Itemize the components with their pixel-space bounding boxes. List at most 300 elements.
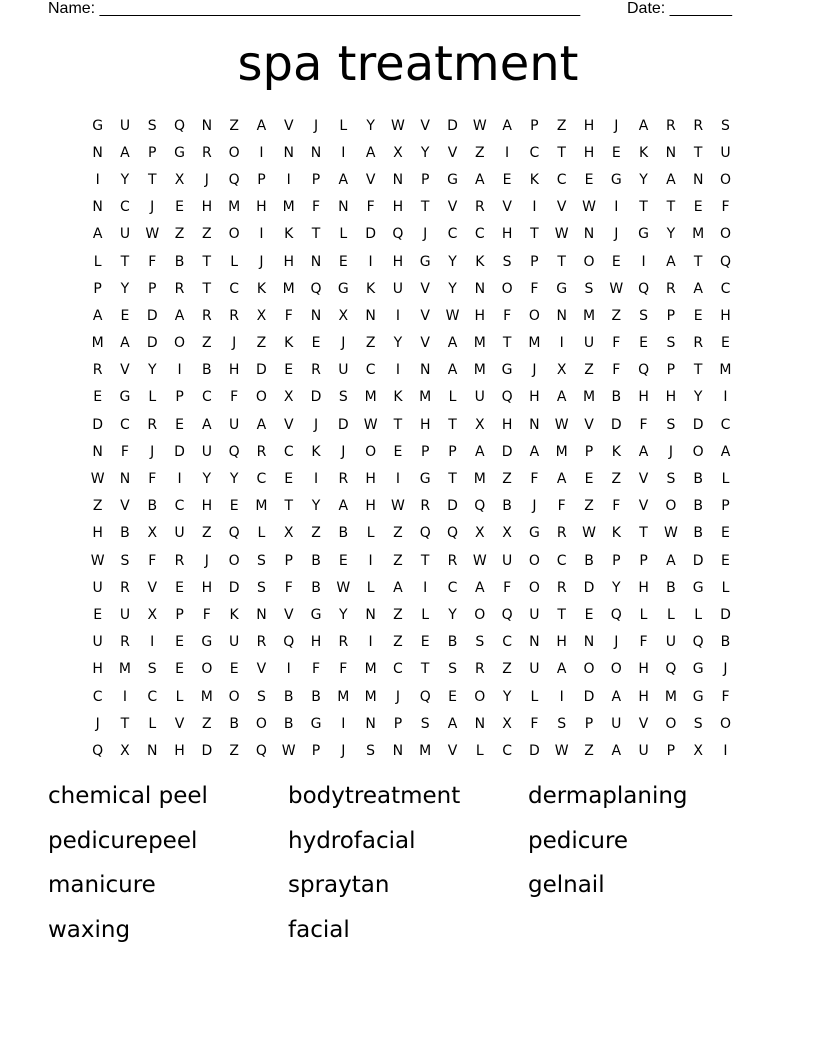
grid-letter: E (611, 253, 621, 270)
grid-letter: O (528, 579, 540, 596)
grid-letter: V (447, 144, 458, 161)
grid-letter: M (282, 280, 295, 297)
grid-letter: A (475, 579, 485, 596)
grid-letter: C (447, 579, 458, 596)
grid-letter: S (721, 117, 730, 134)
grid-letter: M (664, 688, 677, 705)
grid-letter: P (284, 552, 293, 569)
grid-letter: M (582, 307, 596, 324)
grid-letter: F (557, 498, 566, 515)
grid-letter: O (255, 715, 267, 732)
grid-letter: T (393, 416, 403, 433)
grid-letter: H (365, 498, 376, 515)
grid-letter: Y (666, 226, 676, 243)
grid-letter: I (341, 715, 346, 732)
grid-letter: H (529, 389, 540, 406)
grid-letter: W (445, 307, 460, 324)
grid-letter: Z (393, 606, 403, 623)
grid-letter: N (665, 144, 677, 161)
grid-letter: I (395, 307, 400, 324)
grid-letter: T (557, 253, 566, 270)
grid-letter: B (174, 253, 185, 270)
grid-letter: S (666, 416, 676, 433)
grid-letter: V (447, 199, 458, 216)
grid-letter: J (150, 443, 155, 460)
word-list-item: dermaplaning (528, 783, 688, 809)
grid-letter: E (338, 552, 348, 569)
grid-letter: M (228, 199, 241, 216)
grid-letter: R (693, 335, 704, 352)
grid-letter: M (528, 335, 541, 352)
grid-letter: A (92, 226, 103, 243)
grid-letter: N (310, 307, 322, 324)
grid-letter: B (666, 579, 676, 596)
grid-letter: A (666, 253, 676, 270)
grid-letter: R (420, 498, 431, 515)
grid-letter: C (556, 552, 567, 569)
grid-letter: Z (393, 552, 403, 569)
grid-letter: K (284, 335, 294, 352)
grid-letter: C (174, 498, 185, 515)
grid-letter: Q (92, 742, 104, 759)
grid-letter: G (419, 471, 431, 488)
grid-letter: I (368, 552, 373, 569)
grid-letter: K (284, 226, 294, 243)
grid-letter: N (310, 253, 322, 270)
grid-letter: K (311, 443, 321, 460)
grid-letter: Q (665, 661, 677, 678)
grid-letter: E (721, 525, 730, 542)
grid-letter: K (611, 525, 621, 542)
grid-letter: J (204, 552, 209, 569)
grid-letter: Q (692, 634, 704, 651)
grid-letter: X (147, 606, 158, 623)
grid-letter: N (419, 362, 431, 379)
grid-letter: P (666, 307, 676, 324)
grid-letter: V (120, 362, 130, 379)
grid-letter: R (666, 280, 676, 297)
grid-letter: R (147, 416, 158, 433)
grid-letter: X (502, 715, 512, 732)
grid-letter: P (612, 552, 621, 569)
grid-letter: R (120, 579, 130, 596)
grid-letter: S (448, 661, 457, 678)
grid-letter: K (638, 144, 649, 161)
grid-letter: V (420, 117, 430, 134)
grid-letter: C (256, 471, 267, 488)
grid-letter: O (719, 226, 731, 243)
grid-letter: F (284, 307, 293, 324)
grid-letter: N (147, 742, 158, 759)
grid-letter: J (341, 443, 346, 460)
grid-letter: M (473, 335, 486, 352)
grid-letter: J (532, 498, 537, 515)
grid-letter: Z (202, 715, 212, 732)
grid-letter: L (694, 606, 703, 623)
grid-letter: E (721, 552, 730, 569)
grid-letter: B (720, 634, 731, 651)
grid-letter: D (201, 742, 213, 759)
grid-letter: D (447, 498, 458, 515)
grid-letter: A (556, 661, 567, 678)
grid-letter: C (502, 742, 512, 759)
grid-letter: K (229, 606, 239, 623)
grid-letter: G (310, 715, 322, 732)
grid-letter: Z (229, 117, 239, 134)
grid-letter: G (92, 117, 104, 134)
grid-letter: V (584, 416, 594, 433)
grid-letter: T (557, 144, 566, 161)
grid-letter: D (692, 416, 704, 433)
grid-letter: C (474, 226, 485, 243)
grid-letter: U (529, 661, 540, 678)
grid-letter: G (528, 525, 540, 542)
grid-letter: I (95, 171, 100, 188)
grid-letter: V (174, 715, 185, 732)
grid-letter: I (559, 688, 564, 705)
grid-letter: Q (255, 742, 267, 759)
grid-letter: U (338, 362, 349, 379)
grid-letter: F (148, 471, 157, 488)
grid-letter: C (201, 389, 212, 406)
grid-letter: N (583, 226, 595, 243)
grid-letter: S (502, 253, 512, 270)
grid-letter: O (583, 661, 595, 678)
grid-letter: E (229, 661, 239, 678)
grid-letter: Z (502, 661, 512, 678)
grid-letter: W (582, 199, 596, 216)
grid-letter: J (341, 742, 346, 759)
grid-letter: V (420, 280, 430, 297)
grid-letter: O (719, 715, 731, 732)
grid-letter: F (612, 498, 621, 515)
grid-letter: S (256, 579, 266, 596)
grid-letter: H (365, 471, 376, 488)
grid-letter: O (255, 389, 267, 406)
grid-letter: N (365, 606, 376, 623)
grid-letter: T (639, 525, 648, 542)
grid-letter: D (583, 579, 595, 596)
grid-letter: B (693, 471, 703, 488)
grid-letter: S (256, 552, 266, 569)
grid-letter: P (175, 606, 184, 623)
grid-letter: A (256, 416, 267, 433)
grid-letter: Q (719, 253, 731, 270)
grid-letter: K (366, 280, 376, 297)
grid-letter: I (177, 471, 182, 488)
grid-letter: O (201, 661, 213, 678)
grid-letter: I (723, 742, 728, 759)
grid-letter: C (283, 443, 294, 460)
grid-letter: H (501, 226, 513, 243)
grid-letter: E (584, 171, 594, 188)
grid-letter: C (529, 144, 540, 161)
grid-letter: H (228, 362, 240, 379)
grid-letter: N (529, 416, 540, 433)
grid-letter: V (283, 117, 294, 134)
grid-letter: P (530, 253, 539, 270)
grid-letter: M (337, 688, 350, 705)
grid-letter: Y (202, 471, 212, 488)
grid-letter: Q (638, 280, 650, 297)
grid-letter: O (665, 498, 677, 515)
grid-letter: V (283, 606, 294, 623)
grid-letter: T (120, 715, 130, 732)
grid-letter: U (119, 606, 131, 623)
grid-letter: U (583, 335, 595, 352)
grid-letter: Y (339, 606, 348, 623)
grid-letter: A (611, 688, 622, 705)
grid-letter: V (420, 307, 430, 324)
grid-letter: P (93, 280, 102, 297)
grid-letter: V (638, 471, 649, 488)
grid-letter: E (693, 199, 703, 216)
grid-letter: U (119, 117, 131, 134)
grid-letter: G (692, 579, 704, 596)
name-field-label: Name: ______________________________________________________ (48, 0, 581, 17)
grid-letter: A (720, 443, 731, 460)
grid-letter: L (366, 579, 375, 596)
grid-letter: D (610, 416, 622, 433)
grid-letter: U (174, 525, 185, 542)
grid-letter: O (174, 335, 186, 352)
grid-letter: N (92, 144, 103, 161)
grid-letter: Z (475, 144, 485, 161)
grid-letter: F (366, 199, 375, 216)
grid-letter: U (665, 634, 676, 651)
grid-letter: J (668, 443, 673, 460)
grid-letter: R (666, 117, 676, 134)
grid-letter: A (529, 443, 540, 460)
grid-letter: N (283, 144, 294, 161)
grid-letter: S (666, 335, 676, 352)
grid-letter: G (419, 253, 431, 270)
grid-letter: W (472, 117, 487, 134)
grid-letter: I (723, 389, 728, 406)
grid-letter: S (338, 389, 348, 406)
grid-letter: O (228, 552, 240, 569)
grid-letter: Q (610, 606, 622, 623)
grid-letter: T (693, 362, 703, 379)
grid-letter: N (365, 715, 376, 732)
grid-letter: I (368, 634, 373, 651)
grid-letter: E (284, 362, 294, 379)
grid-letter: U (720, 144, 731, 161)
grid-letter: O (365, 443, 377, 460)
grid-letter: F (311, 199, 321, 216)
grid-letter: E (175, 634, 184, 651)
grid-letter: Y (420, 144, 430, 161)
grid-letter: H (583, 144, 595, 161)
grid-letter: X (283, 525, 294, 542)
grid-letter: D (365, 226, 376, 243)
grid-letter: H (501, 416, 513, 433)
grid-letter: T (202, 280, 212, 297)
grid-letter: Q (228, 171, 240, 188)
grid-letter: Y (448, 606, 457, 623)
grid-letter: R (201, 144, 212, 161)
grid-letter: H (256, 199, 267, 216)
grid-letter: P (420, 443, 430, 460)
grid-letter: I (559, 335, 564, 352)
grid-letter: J (313, 416, 319, 433)
word-list-item: bodytreatment (288, 783, 461, 809)
grid-letter: Z (584, 498, 594, 515)
grid-letter: R (92, 362, 103, 379)
grid-letter: F (503, 307, 512, 324)
grid-letter: R (338, 471, 349, 488)
grid-letter: F (639, 634, 648, 651)
grid-letter: J (423, 226, 428, 243)
grid-letter: P (584, 715, 594, 732)
grid-letter: E (311, 335, 321, 352)
grid-letter: O (474, 688, 486, 705)
grid-letter: O (583, 253, 595, 270)
grid-letter: N (392, 742, 404, 759)
grid-letter: F (230, 389, 239, 406)
grid-letter: A (365, 144, 376, 161)
grid-letter: Z (365, 335, 376, 352)
grid-letter: O (719, 171, 731, 188)
grid-letter: C (447, 226, 458, 243)
grid-letter: P (393, 715, 403, 732)
grid-letter: I (395, 362, 400, 379)
grid-letter: H (392, 253, 404, 270)
grid-letter: Z (502, 471, 512, 488)
grid-letter: R (447, 552, 458, 569)
grid-letter: L (230, 253, 239, 270)
grid-letter: R (311, 362, 321, 379)
grid-letter: D (256, 362, 267, 379)
grid-letter: T (420, 661, 430, 678)
grid-letter: H (638, 688, 649, 705)
grid-letter: Z (92, 498, 103, 515)
word-list-item: manicure (48, 872, 156, 898)
grid-letter: U (529, 606, 540, 623)
grid-letter: R (201, 307, 212, 324)
grid-letter: W (582, 525, 596, 542)
grid-letter: B (611, 389, 622, 406)
grid-letter: D (692, 552, 704, 569)
grid-letter: G (201, 634, 213, 651)
grid-letter: N (256, 606, 267, 623)
grid-letter: Z (311, 525, 321, 542)
grid-letter: N (92, 199, 103, 216)
grid-letter: B (147, 498, 158, 515)
grid-letter: I (313, 471, 319, 488)
grid-letter: G (174, 144, 185, 161)
word-list-item: gelnail (528, 872, 605, 898)
grid-letter: H (720, 307, 731, 324)
grid-letter: L (721, 471, 730, 488)
grid-letter: E (284, 471, 294, 488)
grid-letter: U (119, 226, 131, 243)
grid-letter: F (721, 199, 730, 216)
grid-letter: L (530, 688, 539, 705)
grid-letter: E (93, 389, 103, 406)
grid-letter: C (92, 688, 103, 705)
grid-letter: Z (202, 226, 212, 243)
grid-letter: I (286, 171, 291, 188)
grid-letter: F (311, 661, 321, 678)
grid-letter: Y (229, 471, 239, 488)
grid-letter: U (474, 389, 485, 406)
grid-letter: M (364, 661, 377, 678)
grid-letter: T (120, 253, 130, 270)
grid-letter: P (311, 171, 321, 188)
grid-letter: A (638, 443, 649, 460)
word-list-item: waxing (48, 916, 131, 943)
grid-letter: E (338, 253, 348, 270)
grid-letter: U (92, 634, 103, 651)
grid-letter: M (473, 362, 486, 379)
grid-letter: C (720, 280, 731, 297)
grid-letter: H (310, 634, 322, 651)
grid-letter: B (283, 688, 294, 705)
grid-letter: E (175, 416, 184, 433)
grid-letter: D (174, 443, 185, 460)
grid-letter: L (666, 606, 675, 623)
grid-letter: L (257, 525, 266, 542)
grid-letter: A (475, 443, 485, 460)
grid-letter: I (641, 253, 646, 270)
grid-letter: F (612, 335, 621, 352)
grid-letter: Q (419, 525, 431, 542)
grid-letter: V (638, 715, 649, 732)
grid-letter: S (120, 552, 130, 569)
grid-letter: G (501, 362, 513, 379)
grid-letter: E (584, 606, 594, 623)
grid-letter: F (202, 606, 211, 623)
grid-letter: Z (229, 742, 239, 759)
grid-letter: U (501, 552, 513, 569)
grid-letter: R (474, 199, 485, 216)
grid-letter: S (584, 280, 594, 297)
grid-letter: N (474, 280, 486, 297)
grid-letter: P (175, 389, 184, 406)
grid-letter: V (447, 742, 458, 759)
grid-letter: Z (256, 335, 267, 352)
grid-letter: S (147, 117, 157, 134)
grid-letter: I (341, 144, 346, 161)
grid-letter: E (229, 498, 239, 515)
grid-letter: B (283, 715, 294, 732)
grid-letter: Q (392, 226, 404, 243)
grid-letter: T (666, 199, 676, 216)
word-list-item: spraytan (288, 872, 390, 898)
grid-letter: Y (147, 362, 157, 379)
grid-letter: O (610, 661, 622, 678)
grid-letter: Z (174, 226, 185, 243)
grid-letter: D (92, 416, 104, 433)
grid-letter: D (146, 335, 158, 352)
page-title: spa treatment (237, 36, 579, 92)
grid-letter: C (720, 416, 731, 433)
grid-letter: Z (393, 525, 403, 542)
grid-letter: C (365, 362, 376, 379)
grid-letter: B (584, 552, 594, 569)
grid-letter: P (148, 144, 157, 161)
grid-letter: A (338, 498, 349, 515)
grid-letter: F (530, 280, 539, 297)
word-list-item: pedicure (528, 827, 629, 854)
grid-letter: R (474, 661, 485, 678)
grid-letter: M (692, 226, 705, 243)
grid-letter: A (174, 307, 185, 324)
date-field-label: Date: _______ (627, 0, 732, 17)
grid-letter: G (692, 688, 704, 705)
grid-letter: M (364, 688, 377, 705)
